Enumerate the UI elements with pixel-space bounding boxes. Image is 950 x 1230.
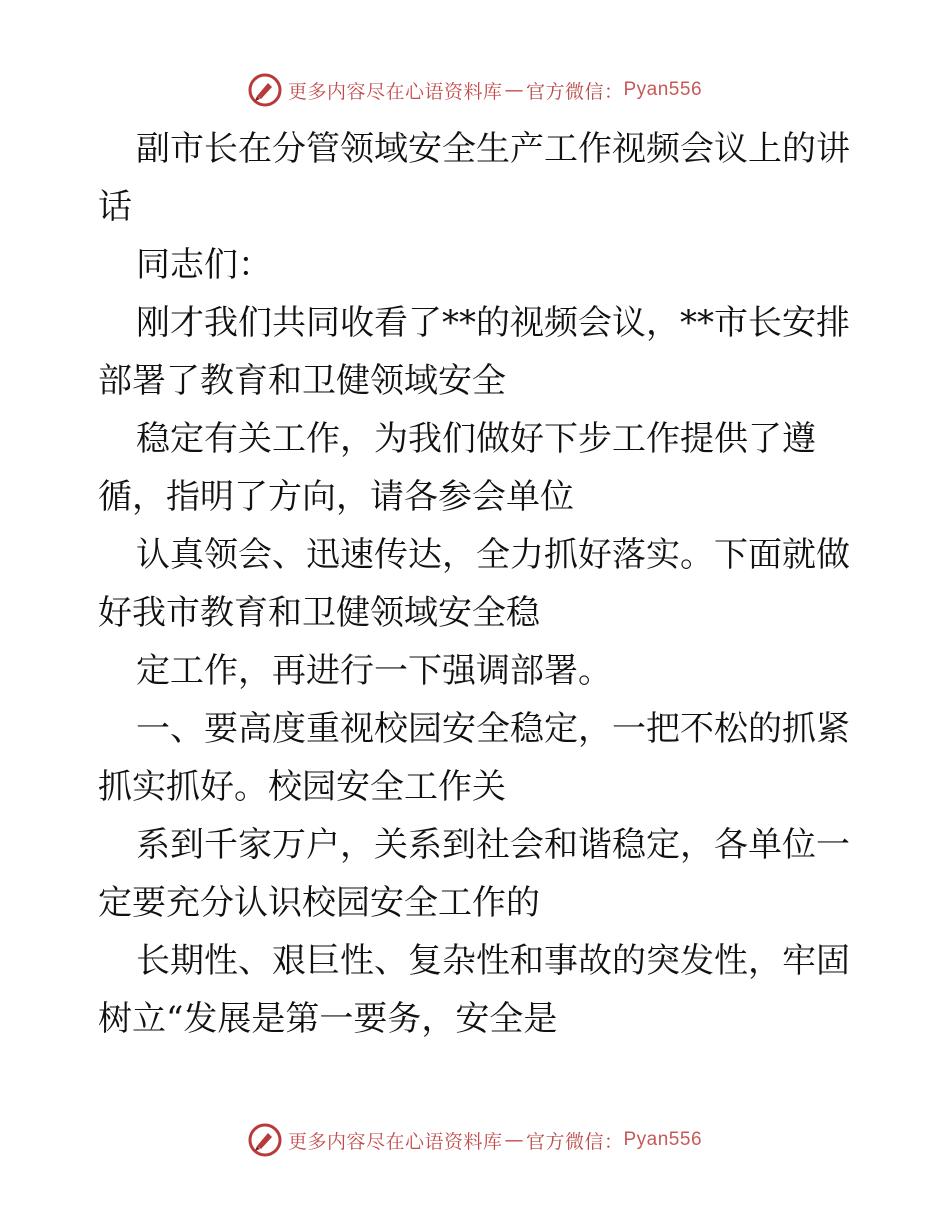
banner-official-label: 官方微信： bbox=[525, 1130, 624, 1153]
document-body bbox=[98, 120, 858, 1048]
banner-dash: — bbox=[504, 79, 524, 101]
banner-dash: — bbox=[504, 1129, 524, 1151]
paragraph: 认真领会、迅速传达，全力抓好落实。下面就做好我市教育和卫健领域安全稳 bbox=[98, 535, 850, 633]
logo-icon bbox=[248, 1123, 282, 1157]
paragraph: 一、要高度重视校园安全稳定，一把不松的抓紧抓实抓好。校园安全工作关 bbox=[98, 709, 850, 807]
paragraph: 稳定有关工作，为我们做好下步工作提供了遵循，指明了方向，请各参会单位 bbox=[98, 419, 816, 517]
banner-text: 更多内容尽在心语资料库 bbox=[287, 1130, 503, 1153]
paragraph: 刚才我们共同收看了**的视频会议，**市长安排部署了教育和卫健领域安全 bbox=[98, 303, 850, 401]
paragraph: 系到千家万户，关系到社会和谐稳定，各单位一定要充分认识校园安全工作的 bbox=[98, 825, 850, 923]
banner-text: 更多内容尽在心语资料库 bbox=[287, 80, 503, 103]
document-title: 副市长在分管领域安全生产工作视频会议上的讲话 bbox=[98, 129, 850, 227]
paragraph: 长期性、艰巨性、复杂性和事故的突发性，牢固树立“发展是第一要务，安全是 bbox=[98, 941, 850, 1039]
banner-wechat-id: Pyan556 bbox=[623, 79, 703, 100]
banner-official-label: 官方微信： bbox=[525, 80, 624, 103]
paragraph: 同志们： bbox=[136, 245, 272, 285]
paragraph: 定工作，再进行一下强调部署。 bbox=[136, 651, 612, 691]
header-banner bbox=[0, 70, 950, 110]
banner-wechat-id: Pyan556 bbox=[623, 1129, 703, 1150]
logo-icon bbox=[248, 73, 282, 107]
footer-banner bbox=[0, 1120, 950, 1160]
